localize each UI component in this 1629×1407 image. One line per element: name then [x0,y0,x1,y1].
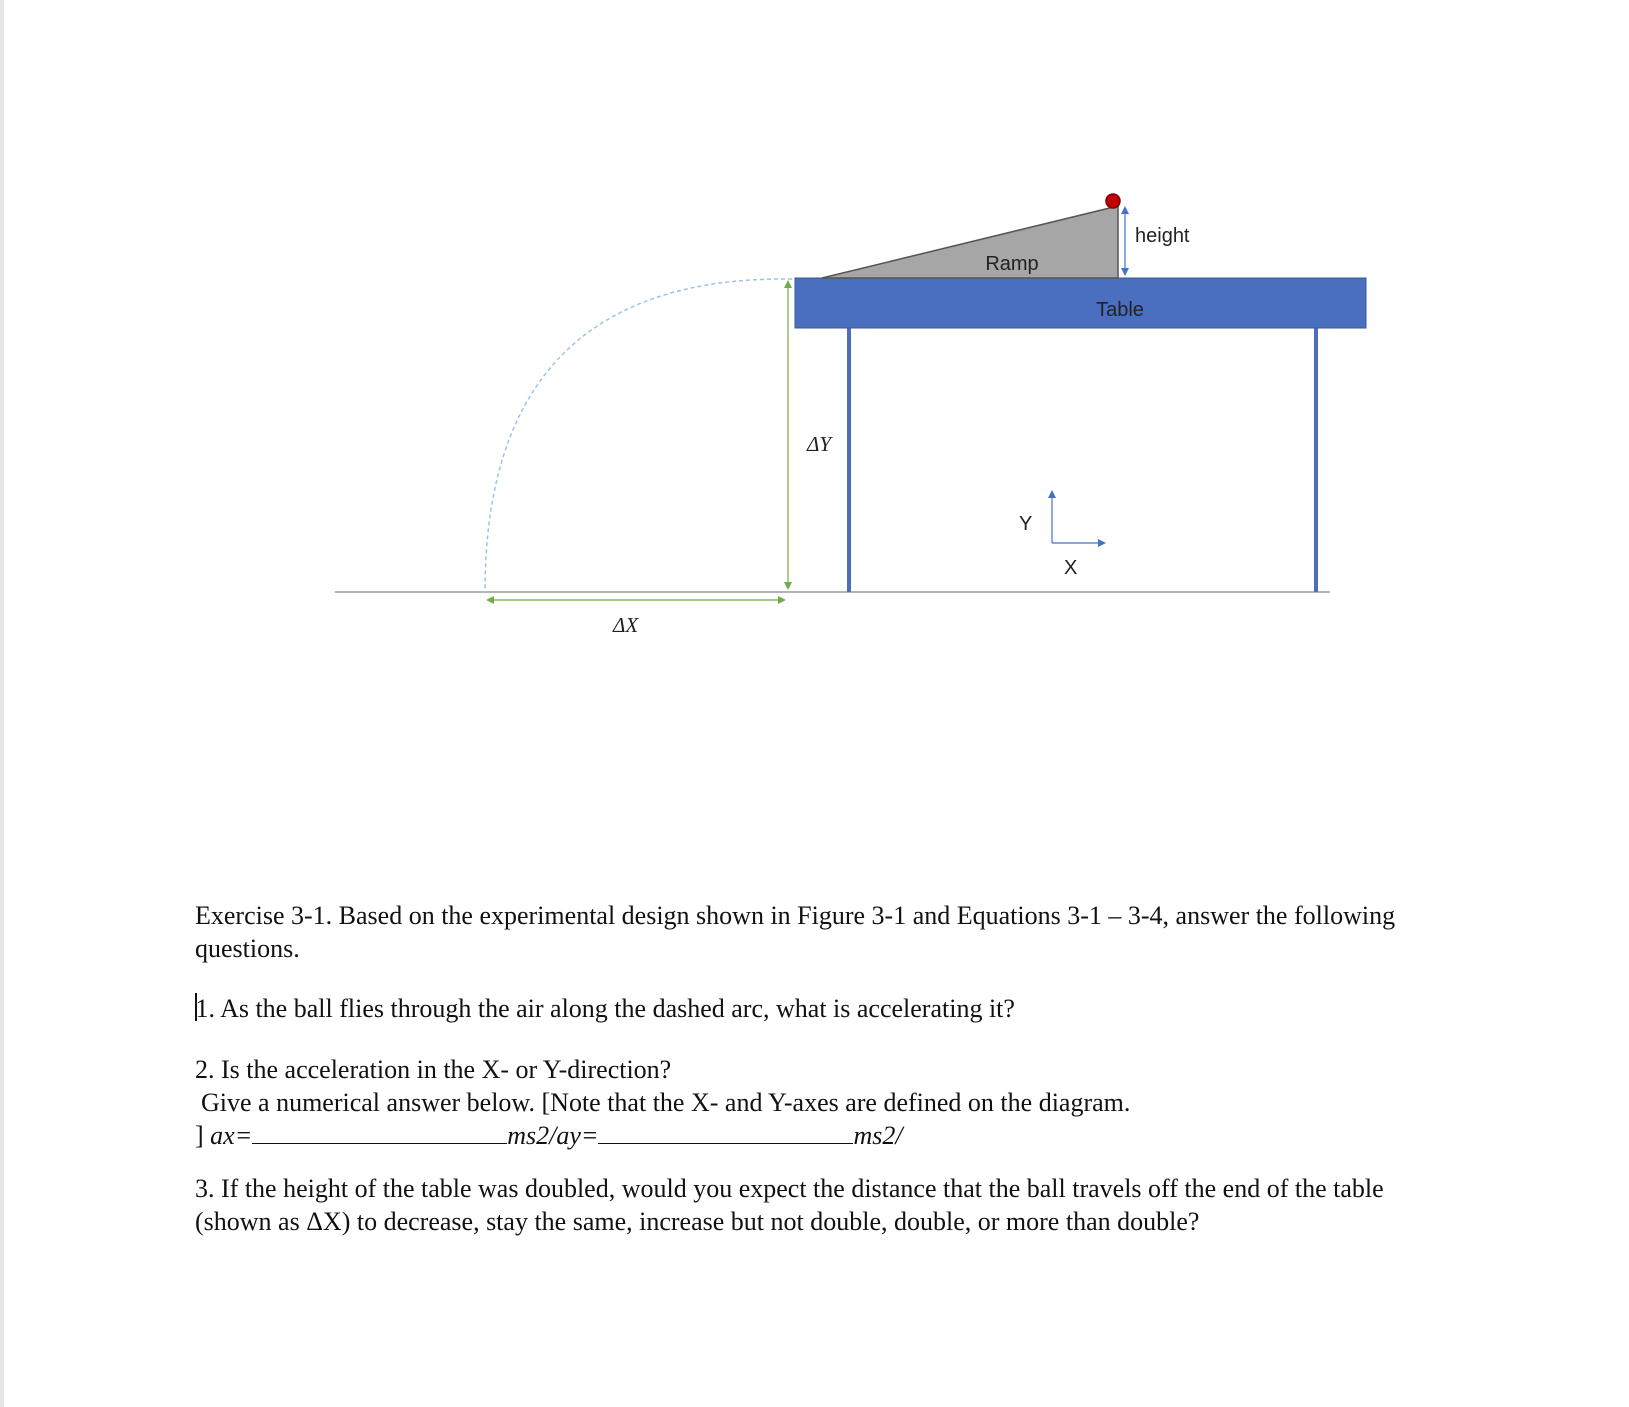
table-top [795,278,1366,328]
ball [1106,194,1120,208]
bracket: ] [195,1121,204,1150]
x-axis-label: X [1064,557,1078,579]
ay-unit: ms2/ [853,1121,903,1150]
trajectory-arc [485,279,792,592]
question-2-line1: 2. Is the acceleration in the X- or Y-direction? [195,1055,672,1084]
ax-label: ax= [210,1121,253,1150]
question-1[interactable] [195,992,1455,1025]
y-axis-label: Y [1019,513,1033,535]
height-label: height [1135,225,1190,247]
exercise-title: Exercise 3-1. Based on the experimental design shown in Figure 3-1 and Equations 3-1 – 3-4, answer the following questions. [195,901,1396,963]
ay-answer-blank[interactable] [598,1121,853,1144]
question-2 [195,1053,1455,1152]
ax-answer-blank[interactable] [252,1121,507,1144]
delta-y-label: ΔY [807,432,832,456]
ax-unit: ms2/ [507,1121,557,1150]
delta-x-label: ΔX [613,613,639,637]
experiment-diagram [0,0,1629,700]
ramp-label: Ramp [985,253,1039,275]
question-2-line2: Give a numerical answer below. [Note that the X- and Y-axes are defined on the diagram. [201,1088,1131,1117]
acceleration-answer-line [195,1119,1455,1152]
table-label: Table [1096,299,1144,321]
question-3: 3. If the height of the table was doubled, would you expect the distance that the ball travels off the end of the table (shown as ΔX) to decrease, stay the same, increase but not double, double, or more than double? [195,1174,1384,1236]
table-leg-left [847,328,851,592]
ay-label: ay= [556,1121,599,1150]
ramp [822,206,1118,278]
question-1-text: 1. As the ball flies through the air along the dashed arc, what is accelerating it? [195,994,1015,1023]
table-leg-right [1314,328,1318,592]
